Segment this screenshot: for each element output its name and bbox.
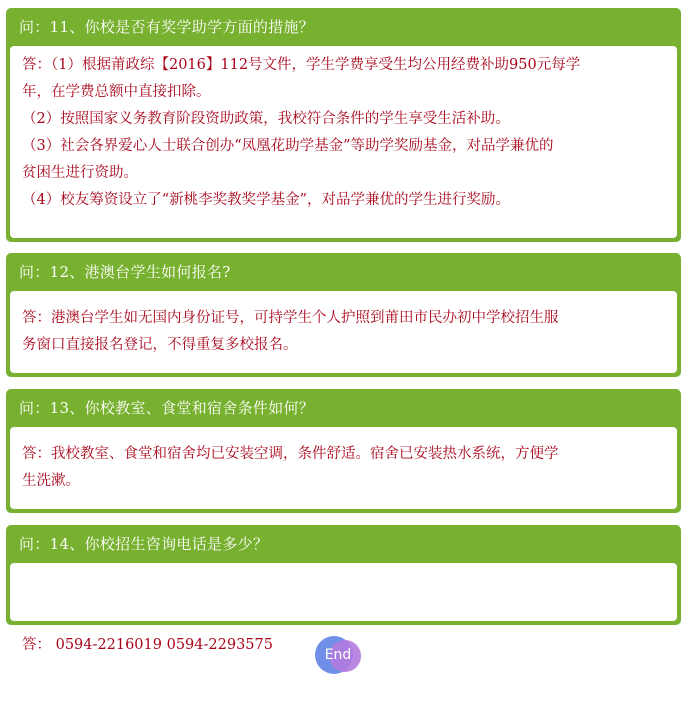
answer-13 (10, 427, 677, 509)
answer-11 (10, 46, 677, 238)
question-12: 问：12、港澳台学生如何报名? (19, 263, 231, 281)
answer-line: 答：我校教室、食堂和宿舍均已安装空调，条件舒适。宿舍已安装热水系统，方便学 (22, 446, 559, 462)
qa-card-13 (6, 389, 681, 513)
answer-line: （2）按照国家义务教育阶段资助政策，我校符合条件的学生享受生活补助。 (22, 111, 510, 127)
question-13: 问：13、你校教室、食堂和宿舍条件如何？ (19, 399, 315, 417)
answer-line: 生洗漱。 (22, 473, 80, 489)
qa-card-11 (6, 8, 681, 242)
qa-card-12 (6, 253, 681, 377)
end-badge (315, 636, 361, 674)
answer-line: 年，在学费总额中直接扣除。 (22, 84, 211, 100)
answer-line: 答：港澳台学生如无国内身份证号，可持学生个人护照到莆田市民办初中学校招生服 (22, 310, 559, 326)
answer-line: 答：（1）根据莆政综【2016】112号文件，学生学费享受生均公用经费补助950元每学 (22, 57, 581, 73)
answer-line: 答： 0594-2216019 0594-2293575 (22, 637, 273, 653)
answer-line: （3）社会各界爱心人士联合创办“凤凰花助学基金”等助学奖励基金，对品学兼优的 (22, 138, 554, 154)
answer-line: （4）校友筹资设立了“新桃李奖教奖学基金”，对品学兼优的学生进行奖励。 (22, 192, 511, 208)
answer-14 (10, 563, 677, 653)
answer-12 (10, 291, 677, 373)
qa-card-14 (6, 525, 681, 653)
question-14: 问：14、你校招生咨询电话是多少？ (19, 535, 269, 553)
answer-line: 贫困生进行资助。 (22, 165, 138, 181)
question-11: 问：11、你校是否有奖学助学方面的措施？ (19, 18, 315, 36)
end-label: End (324, 647, 352, 663)
answer-line: 务窗口直接报名登记，不得重复多校报名。 (22, 337, 298, 353)
